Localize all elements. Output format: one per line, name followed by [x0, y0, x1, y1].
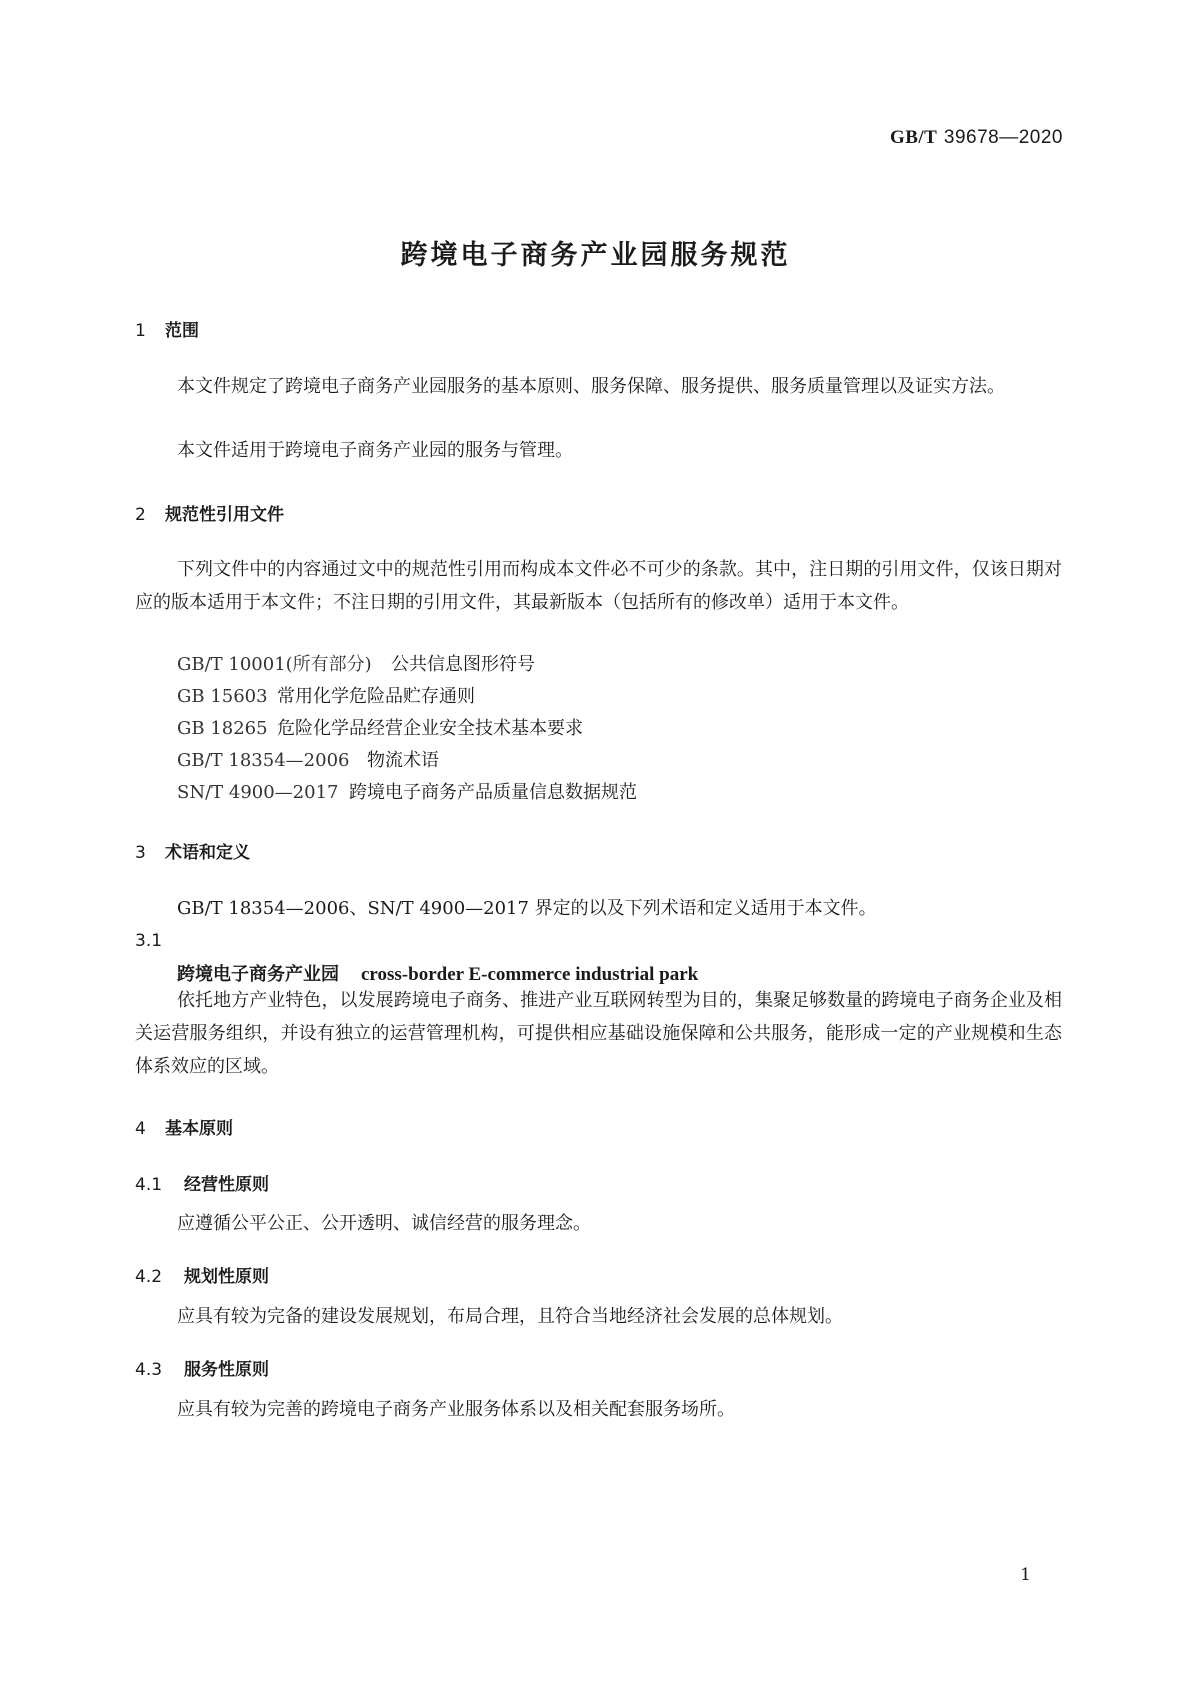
subsection-4-3-heading: 4.3 服务性原则 — [135, 1360, 269, 1380]
term-entry — [177, 960, 698, 986]
subsection-4-1-heading: 4.1 经营性原则 — [135, 1175, 269, 1195]
term-english: cross-border E-commerce industrial park — [361, 964, 699, 985]
section-3-intro: GB/T 18354—2006、SN/T 4900—2017 界定的以及下列术语和定义适用于本文件。 — [177, 898, 877, 919]
reference-item: SN/T 4900—2017 跨境电子商务产品质量信息数据规范 — [177, 782, 637, 803]
subsection-4-2-heading: 4.2 规划性原则 — [135, 1267, 269, 1287]
reference-item: GB 15603 常用化学危险品贮存通则 — [177, 686, 475, 707]
section-1-paragraph-2: 本文件适用于跨境电子商务产业园的服务与管理。 — [177, 440, 573, 461]
section-3-heading: 3 术语和定义 — [135, 843, 250, 863]
reference-item: GB/T 18354—2006 物流术语 — [177, 750, 439, 771]
section-2-intro: 下列文件中的内容通过文中的规范性引用而构成本文件必不可少的条款。其中，注日期的引用文件，仅该日期对应的版本适用于本文件；不注日期的引用文件，其最新版本（包括所有的修改单）适用于本文件。 — [135, 559, 1062, 613]
page-number: 1 — [1020, 1565, 1031, 1585]
standard-number: GB/T 39678—2020 — [889, 127, 1063, 148]
section-1-paragraph-1: 本文件规定了跨境电子商务产业园服务的基本原则、服务保障、服务提供、服务质量管理以及证实方法。 — [177, 376, 1005, 397]
term-number: 3.1 — [135, 931, 163, 951]
reference-item: GB/T 10001(所有部分) 公共信息图形符号 — [177, 654, 535, 675]
section-4-heading: 4 基本原则 — [135, 1119, 233, 1139]
reference-item: GB 18265 危险化学品经营企业安全技术基本要求 — [177, 718, 583, 739]
term-chinese: 跨境电子商务产业园 — [177, 964, 339, 985]
subsection-4-2-text: 应具有较为完备的建设发展规划，布局合理，且符合当地经济社会发展的总体规划。 — [177, 1306, 843, 1327]
document-title: 跨境电子商务产业园服务规范 — [400, 240, 791, 271]
term-definition: 依托地方产业特色，以发展跨境电子商务、推进产业互联网转型为目的，集聚足够数量的跨境电子商务企业及相关运营服务组织，并设有独立的运营管理机构，可提供相应基础设施保障和公共服务，能形成一定的产业规模和生态体系效应的区域。 — [135, 990, 1062, 1077]
section-1-heading: 1 范围 — [135, 321, 199, 341]
section-2-heading: 2 规范性引用文件 — [135, 505, 284, 525]
subsection-4-3-text: 应具有较为完善的跨境电子商务产业服务体系以及相关配套服务场所。 — [177, 1399, 735, 1420]
subsection-4-1-text: 应遵循公平公正、公开透明、诚信经营的服务理念。 — [177, 1213, 591, 1234]
